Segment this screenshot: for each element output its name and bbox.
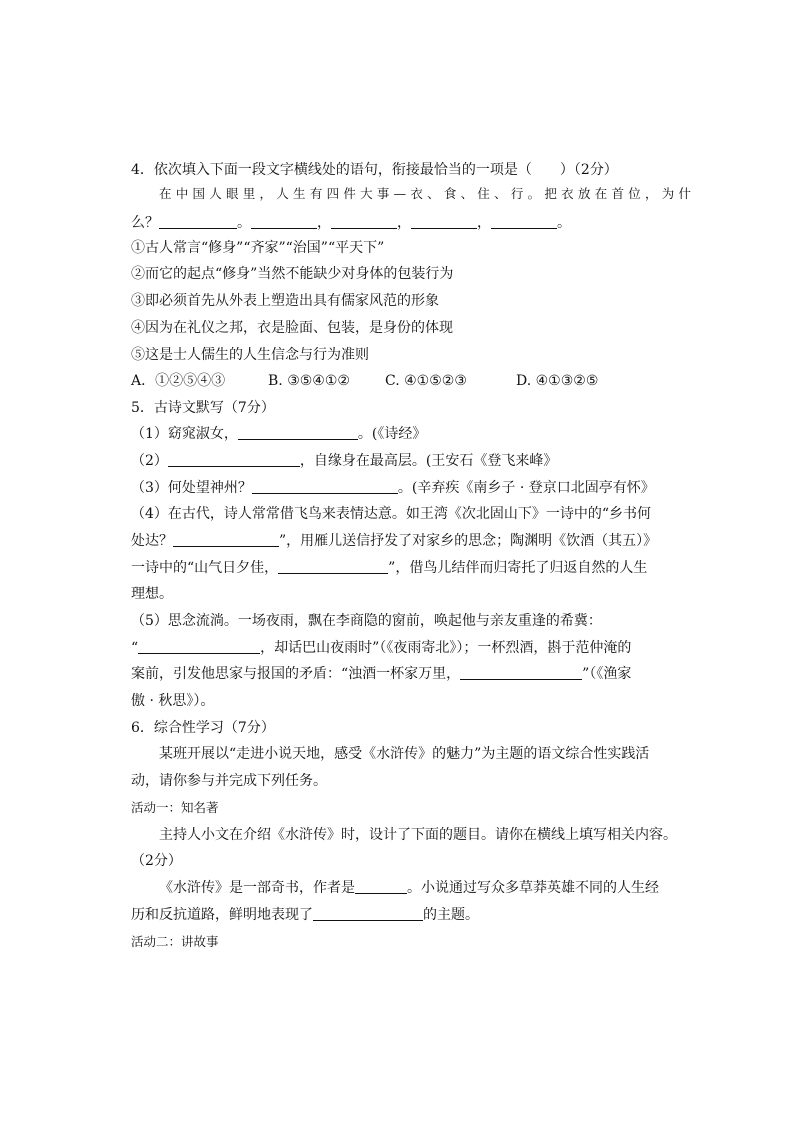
q5-item-2-source: ，自缘身在最高层。(王安石《登飞来峰》 — [299, 453, 558, 469]
q4-passage-start: 么？ — [131, 215, 159, 231]
q5-item-4-line2 — [131, 532, 691, 550]
q5-item-3-source: 。(辛弃疾《南乡子 · 登京口北固亭有怀》 — [397, 480, 655, 496]
q5-blank-1[interactable] — [238, 425, 358, 440]
q4-title: 4．依次填入下面一段文字横线处的语句，衔接最恰当的一项是（ ）（2分） — [131, 162, 618, 178]
q4-sep-2: ， — [317, 215, 331, 231]
q4-option-1: ①古人常言“修身”“齐家”“治国”“平天下” — [131, 240, 385, 256]
q5-item-5-line1: （5）思念流淌。一场夜雨，飘在李商隐的窗前，唤起他与亲友重逢的希冀： — [131, 613, 602, 629]
q5-blank-7[interactable] — [460, 665, 582, 680]
q5-item-4-line1: （4）在古代，诗人常常借飞鸟来表情达意。如王湾《次北固山下》一诗中的“乡书何 — [131, 506, 652, 522]
q6-question-text-a: 《水浒传》是一部奇书，作者是 — [159, 880, 355, 896]
q5-blank-6[interactable] — [138, 639, 260, 654]
q4-passage-line1: 在中国人眼里，人生有四件大事—衣、食、住、行。把衣放在首位，为什 — [159, 186, 691, 201]
q5-blank-5[interactable] — [278, 559, 388, 574]
q5-item-2-text: （2） — [131, 453, 168, 469]
q4-passage-line2 — [131, 214, 691, 232]
q6-blank-author[interactable] — [355, 879, 407, 894]
q4-blank-1[interactable] — [159, 214, 237, 229]
q5-item-4-line2-a: 处达？ — [131, 533, 173, 549]
q4-end: 。 — [557, 215, 571, 231]
q5-item-5-line3-a: 案前，引发他思家与报国的矛盾：“浊酒一杯家万里， — [131, 666, 461, 682]
q5-blank-4[interactable] — [173, 532, 279, 547]
q5-blank-3[interactable] — [252, 479, 398, 494]
q4-option-2: ②而它的起点“修身”当然不能缺少对身体的包装行为 — [131, 266, 454, 282]
q6-question-text-b: 。小说通过写众多草莽英雄不同的人生经 — [407, 880, 659, 896]
q5-item-4-line3-a: 一诗中的“山气日夕佳， — [131, 560, 279, 576]
q6-question-text-d: 的主题。 — [423, 907, 479, 923]
q4-option-5: ⑤这是士人儒生的人生信念与行为准则 — [131, 347, 369, 363]
q6-activity-1-question-line1 — [159, 879, 719, 897]
q6-blank-theme[interactable] — [313, 906, 423, 921]
q5-item-5-line3 — [131, 665, 691, 683]
q5-item-1 — [131, 425, 691, 443]
q6-activity-1-points: （2分） — [131, 853, 182, 869]
q5-item-5-line3-b: ”（《渔家 — [582, 666, 632, 682]
q4-choice-c[interactable]: C. ④①⑤②③ — [385, 373, 467, 389]
q4-choice-a[interactable]: A．①②⑤④③ — [131, 373, 226, 389]
q5-item-4-line2-b: ”，用雁儿送信抒发了对家乡的思念；陶渊明《饮酒（其五）》 — [279, 533, 658, 549]
q5-item-5-line2-b: ，却话巴山夜雨时”（《夜雨寄北》）；一杯烈酒，斟于范仲淹的 — [260, 640, 632, 656]
q6-question-text-c: 历和反抗道路，鲜明地表现了 — [131, 907, 313, 923]
q5-blank-2[interactable] — [168, 452, 300, 467]
q4-blank-2[interactable] — [251, 214, 317, 229]
q4-blank-4[interactable] — [411, 214, 477, 229]
q6-intro-line2: 动，请你参与并完成下列任务。 — [131, 773, 327, 789]
q6-activity-1-question-line2 — [131, 906, 691, 924]
q5-item-1-text: （1）窈窕淑女， — [131, 426, 238, 442]
q4-sep-1: 。 — [237, 215, 251, 231]
q5-title: 5．古诗文默写（7分） — [131, 400, 275, 416]
q5-item-1-source: 。(《诗经》 — [357, 426, 427, 442]
q4-blank-5[interactable] — [491, 214, 557, 229]
q5-item-4-line4: 理想。 — [131, 586, 173, 602]
q6-activity-1-heading: 活动一：知名著 — [131, 800, 219, 815]
q5-item-3-text: （3）何处望神州？ — [131, 480, 252, 496]
q4-sep-3: ， — [397, 215, 411, 231]
q5-item-5-line4: 傲 · 秋思》）。 — [131, 693, 215, 709]
q5-item-4-line3-b: ”，借鸟儿结伴而归寄托了归返自然的人生 — [388, 560, 648, 576]
q6-title: 6．综合性学习（7分） — [131, 720, 275, 736]
q5-item-3 — [131, 479, 691, 497]
q5-item-4-line3 — [131, 559, 691, 577]
q4-choice-d[interactable]: D. ④①③②⑤ — [516, 373, 599, 389]
q6-activity-2-heading: 活动二：讲故事 — [131, 934, 219, 949]
q4-option-4: ④因为在礼仪之邦，衣是脸面、包装，是身份的体现 — [131, 320, 453, 336]
q4-choice-b[interactable]: B. ③⑤④①② — [268, 373, 350, 389]
q4-blank-3[interactable] — [331, 214, 397, 229]
q5-item-2 — [131, 452, 691, 470]
q6-activity-1-desc: 主持人小文在介绍《水浒传》时，设计了下面的题目。请你在横线上填写相关内容。 — [159, 827, 677, 843]
q4-option-3: ③即必须首先从外表上塑造出具有儒家风范的形象 — [131, 293, 439, 309]
q6-intro-line1: 某班开展以“走进小说天地，感受《水浒传》的魅力”为主题的语文综合性实践活 — [159, 746, 650, 762]
q5-item-5-quote-open: “ — [131, 640, 139, 656]
q4-sep-4: ， — [477, 215, 491, 231]
q5-item-5-line2 — [131, 639, 691, 657]
